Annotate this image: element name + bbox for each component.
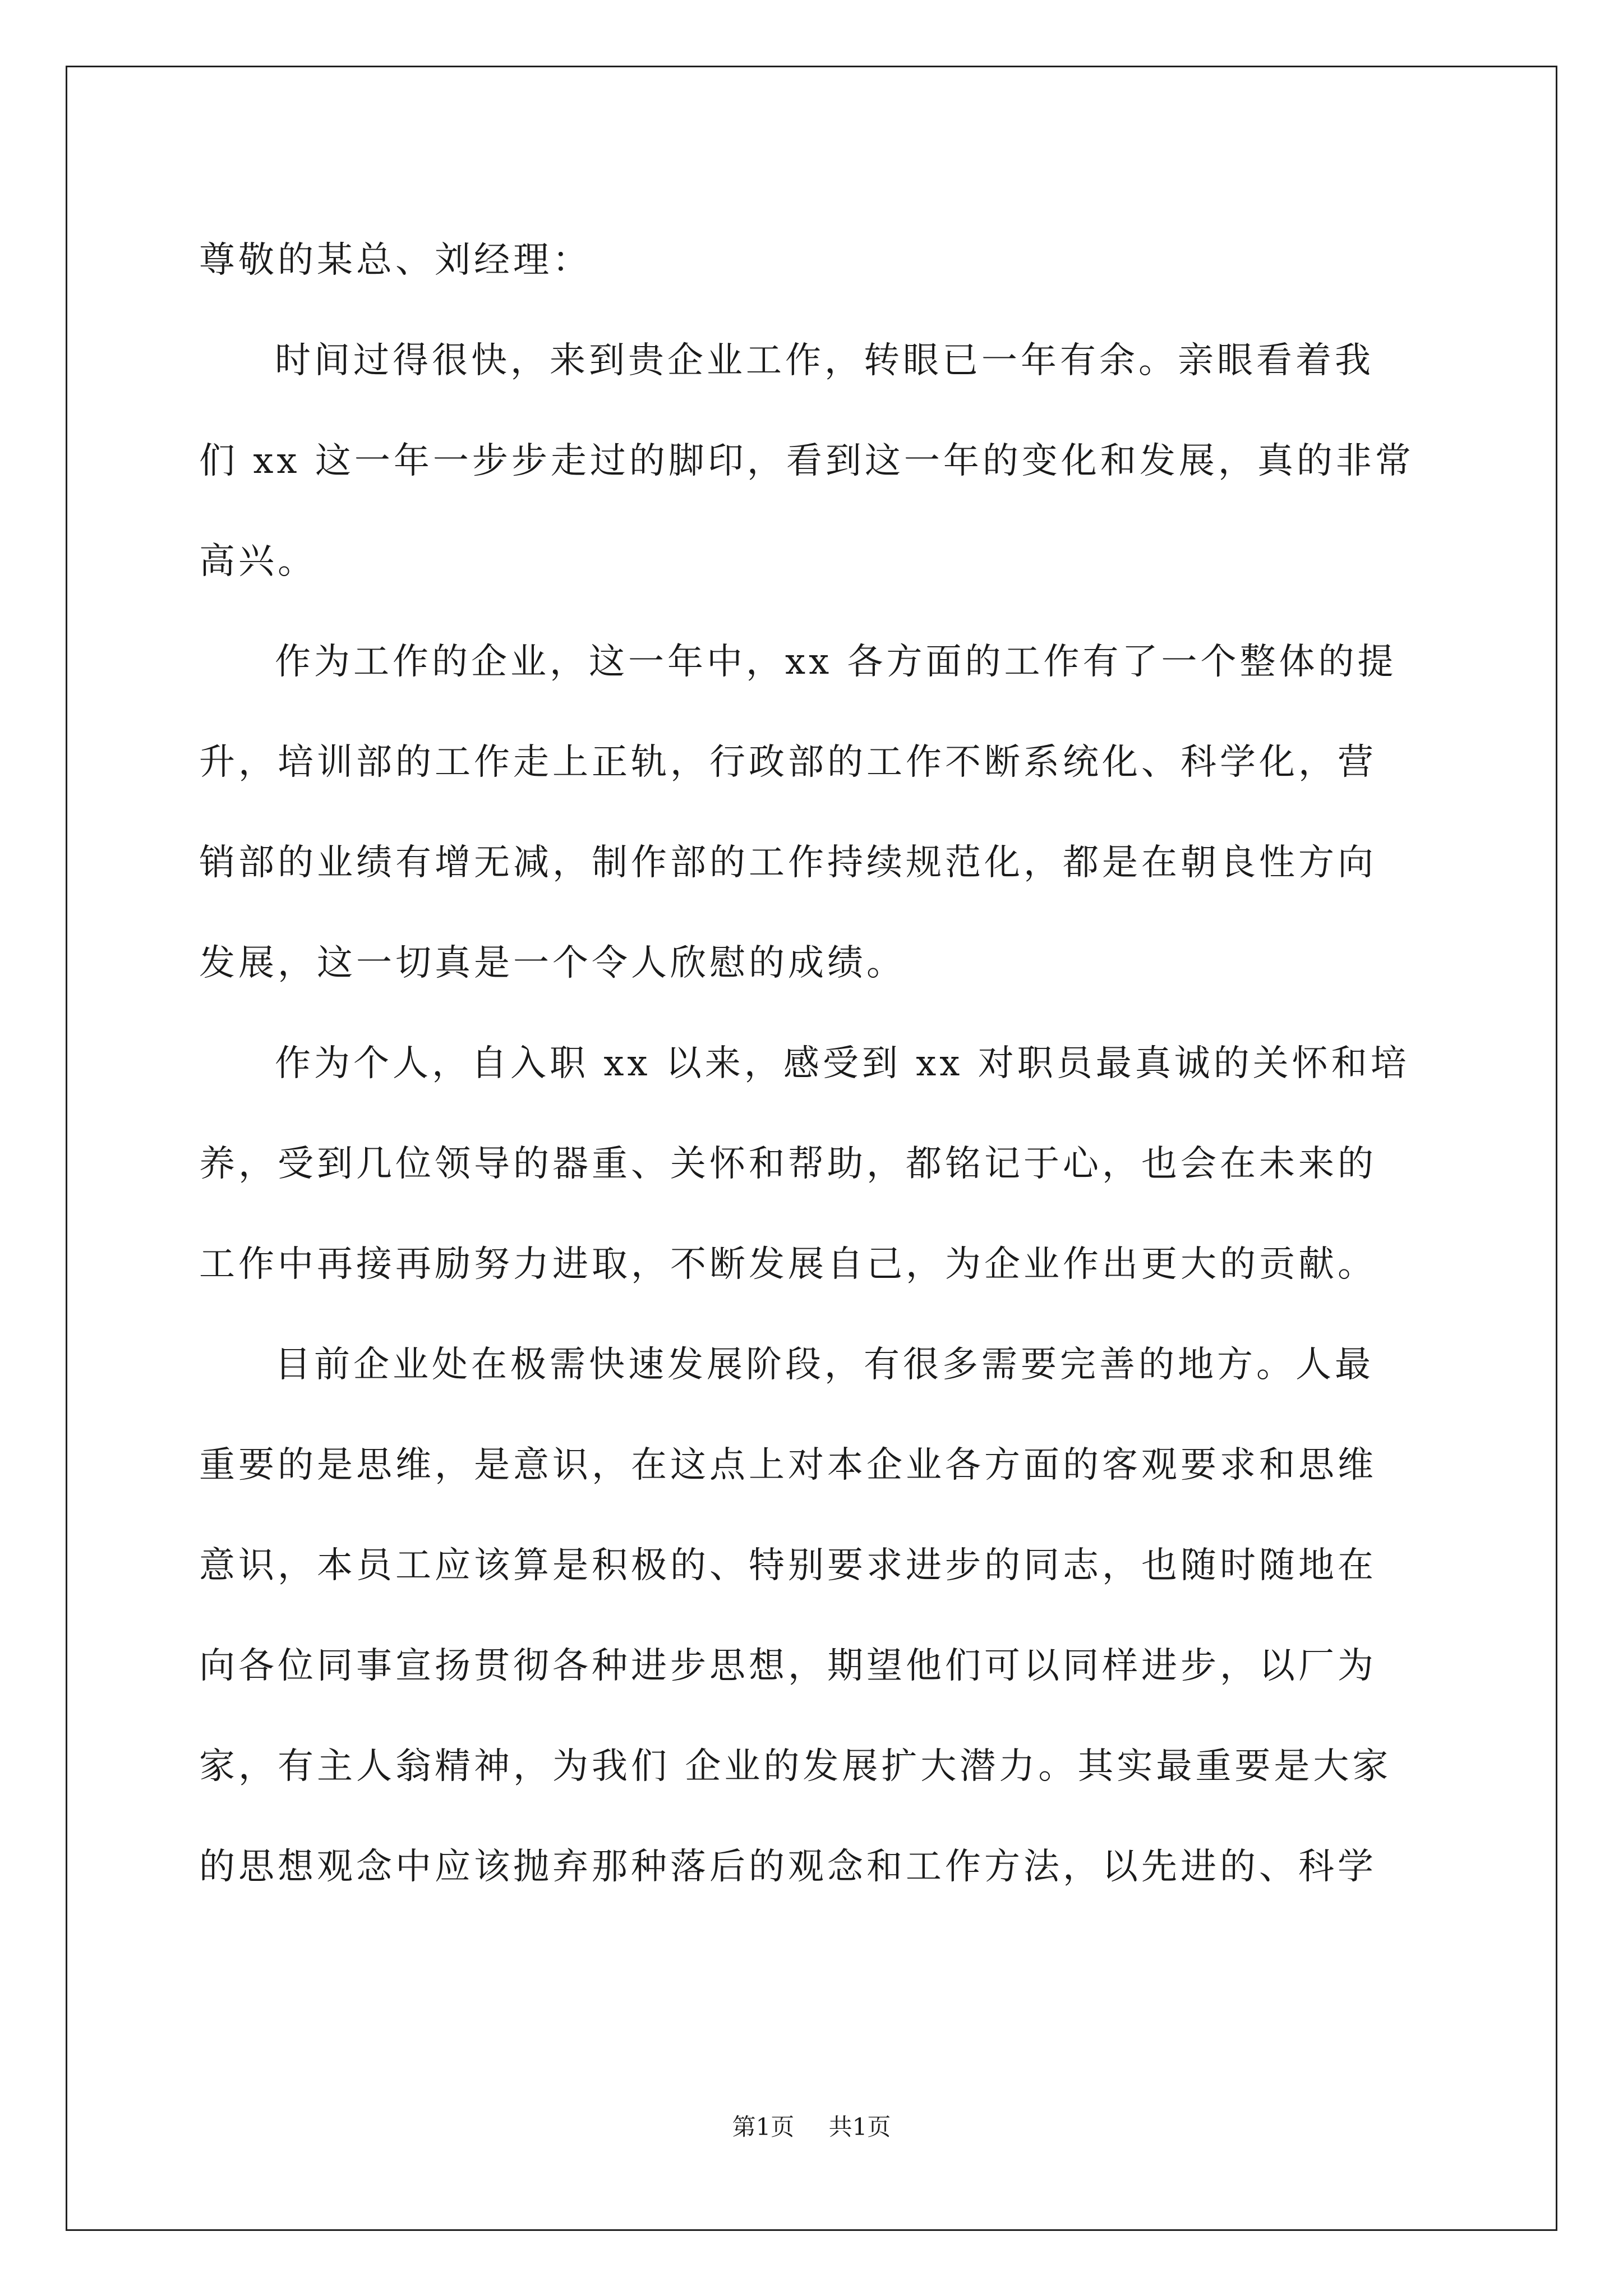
- text-line: 家，有主人翁精神，为我们 企业的发展扩大潜力。其实最重要是大家: [199, 1746, 1392, 1787]
- text-line: 们 xx 这一年一步步走过的脚印，看到这一年的变化和发展，真的非常: [199, 440, 1414, 482]
- salutation-line: 尊敬的某总、刘经理：: [199, 240, 592, 281]
- text-line: 重要的是思维，是意识，在这点上对本企业各方面的客观要求和思维: [199, 1444, 1377, 1486]
- text-line: 发展，这一切真是一个令人欣慰的成绩。: [199, 942, 906, 984]
- text-line: 销部的业绩有增无减，制作部的工作持续规范化，都是在朝良性方向: [199, 842, 1377, 884]
- text-line: 向各位同事宣扬贯彻各种进步思想，期望他们可以同样进步，以厂为: [199, 1645, 1377, 1687]
- letter-body: [199, 210, 1427, 1917]
- text-line: 的思想观念中应该抛弃那种落后的观念和工作方法，以先进的、科学: [199, 1846, 1377, 1888]
- page-number: 第1页: [732, 2113, 795, 2141]
- text-line: 工作中再接再励努力进取，不断发展自己，为企业作出更大的贡献。: [199, 1244, 1377, 1285]
- text-line: 高兴。: [199, 541, 317, 582]
- text-line: 目前企业处在极需快速发展阶段，有很多需要完善的地方。人最: [275, 1344, 1374, 1386]
- text-line: 作为工作的企业，这一年中，xx 各方面的工作有了一个整体的提: [275, 641, 1397, 683]
- text-line: 升，培训部的工作走上正轨，行政部的工作不断系统化、科学化，营: [199, 742, 1377, 783]
- text-line: 时间过得很快，来到贵企业工作，转眼已一年有余。亲眼看着我: [275, 340, 1374, 381]
- text-line: 意识，本员工应该算是积极的、特别要求进步的同志，也随时随地在: [199, 1545, 1377, 1586]
- page-footer: [0, 2110, 1623, 2144]
- text-line: 作为个人，自入职 xx 以来，感受到 xx 对职员最真诚的关怀和培: [275, 1043, 1410, 1084]
- text-line: 养，受到几位领导的器重、关怀和帮助，都铭记于心，也会在未来的: [199, 1143, 1377, 1185]
- page-total: 共1页: [828, 2113, 891, 2141]
